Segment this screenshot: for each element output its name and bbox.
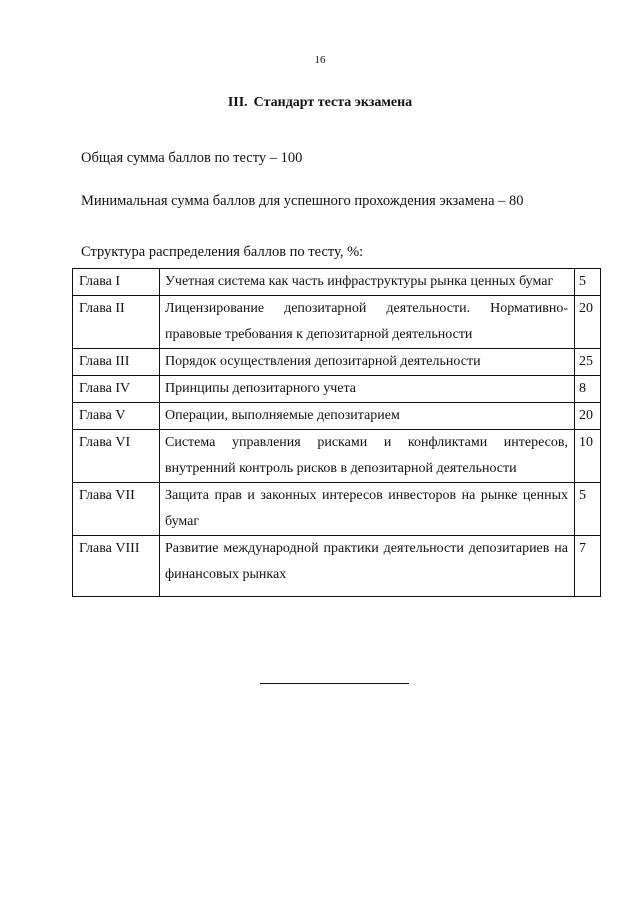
score-cell: 7: [575, 536, 601, 597]
score-cell: 8: [575, 376, 601, 403]
table-row: [73, 430, 601, 483]
table-row: [73, 483, 601, 536]
table-row: [73, 376, 601, 403]
topic-cell: Принципы депозитарного учета: [160, 376, 575, 403]
score-cell: 25: [575, 349, 601, 376]
score-cell: 20: [575, 403, 601, 430]
table-row: [73, 296, 601, 349]
topic-cell: Порядок осуществления депозитарной деятельности: [160, 349, 575, 376]
chapter-cell: Глава II: [73, 296, 160, 349]
section-numeral: III.: [227, 95, 248, 110]
total-score-text: Общая сумма баллов по тесту – 100: [81, 150, 303, 166]
score-cell: 10: [575, 430, 601, 483]
chapter-cell: Глава V: [73, 403, 160, 430]
score-distribution-table: [72, 268, 601, 597]
chapter-cell: Глава VI: [73, 430, 160, 483]
table-row: [73, 349, 601, 376]
chapter-cell: Глава IV: [73, 376, 160, 403]
topic-cell: Учетная система как часть инфраструктуры рынка ценных бумаг: [160, 269, 575, 296]
chapter-cell: Глава I: [73, 269, 160, 296]
topic-cell: Система управления рисками и конфликтами интересов, внутренний контроль рисков в депозитарной деятельности: [160, 430, 575, 483]
topic-cell: Развитие международной практики деятельности депозитариев на финансовых рынках: [160, 536, 575, 597]
chapter-cell: Глава III: [73, 349, 160, 376]
structure-caption: Структура распределения баллов по тесту, %:: [81, 244, 364, 260]
chapter-cell: Глава VII: [73, 483, 160, 536]
section-title: [0, 95, 640, 111]
topic-cell: Лицензирование депозитарной деятельности. Нормативно-правовые требования к депозитарной деятельности: [160, 296, 575, 349]
topic-cell: Защита прав и законных интересов инвесторов на рынке ценных бумаг: [160, 483, 575, 536]
score-cell: 20: [575, 296, 601, 349]
end-divider: [260, 683, 409, 684]
chapter-cell: Глава VIII: [73, 536, 160, 597]
page-number: 16: [314, 54, 326, 66]
table-row: [73, 269, 601, 296]
table-row: [73, 536, 601, 597]
table-row: [73, 403, 601, 430]
min-score-text: Минимальная сумма баллов для успешного прохождения экзамена – 80: [81, 193, 524, 209]
score-cell: 5: [575, 483, 601, 536]
topic-cell: Операции, выполняемые депозитарием: [160, 403, 575, 430]
section-title-text: Стандарт теста экзамена: [253, 95, 413, 110]
score-cell: 5: [575, 269, 601, 296]
